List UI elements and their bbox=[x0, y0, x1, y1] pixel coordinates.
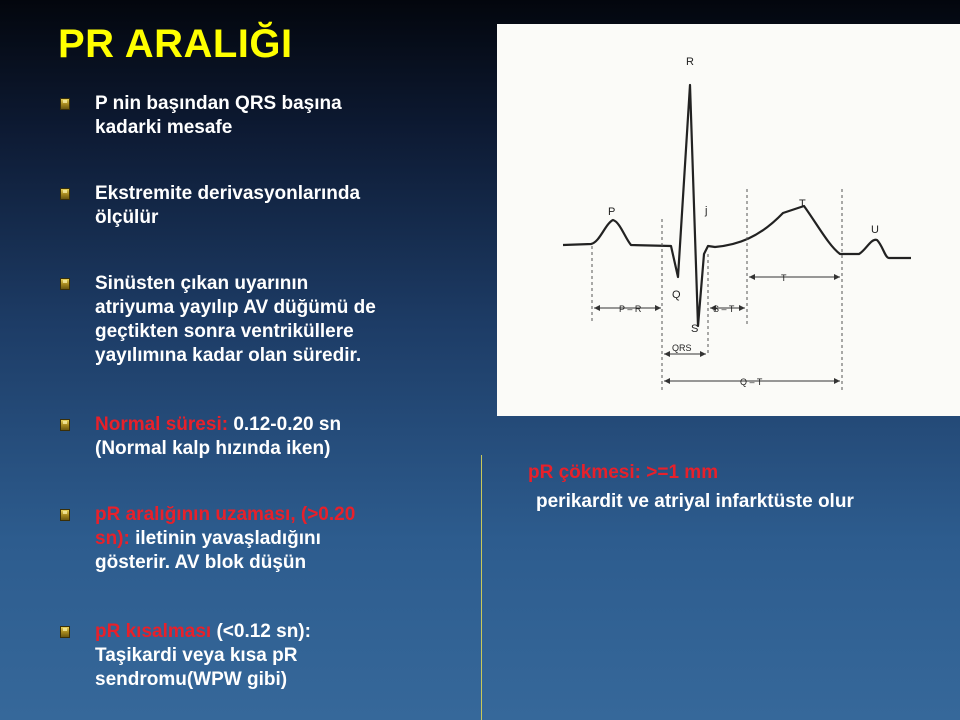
ecg-interval-qt: Q – T bbox=[740, 377, 763, 387]
prolongation-label: pR aralığının uzaması, (>0.20 bbox=[95, 504, 356, 525]
bullet-pr-shortening bbox=[60, 620, 460, 692]
bullet-line: kadarki mesafe bbox=[95, 117, 233, 138]
ecg-waveform-svg bbox=[497, 24, 960, 416]
ecg-interval-arrows bbox=[594, 277, 840, 381]
bullet-marker-icon bbox=[60, 419, 70, 431]
ecg-label-t: T bbox=[799, 198, 806, 210]
ecg-label-u: U bbox=[871, 224, 879, 236]
ecg-interval-pr: P – R bbox=[619, 304, 642, 314]
bullet-pr-definition bbox=[60, 92, 460, 140]
ecg-label-j: j bbox=[705, 205, 708, 217]
shortening-value: (<0.12 sn): bbox=[211, 621, 311, 642]
ecg-diagram bbox=[497, 24, 960, 416]
pr-depression-text: perikardit ve atriyal infarktüste olur bbox=[536, 491, 854, 512]
ecg-label-p: P bbox=[608, 206, 616, 218]
bullet-line: P nin başından QRS başına bbox=[95, 93, 342, 114]
bullet-line: (Normal kalp hızında iken) bbox=[95, 438, 331, 459]
prolongation-label-cont: sn): bbox=[95, 528, 130, 549]
ecg-label-s: S bbox=[691, 323, 699, 335]
ecg-arrowheads bbox=[594, 274, 840, 384]
shortening-label: pR kısalması bbox=[95, 621, 212, 642]
bullet-line: Sinüsten çıkan uyarının bbox=[95, 273, 309, 294]
ecg-interval-st: S – T bbox=[713, 304, 735, 314]
bullet-line: geçtikten sonra ventriküllere bbox=[95, 321, 354, 342]
normal-duration-label: Normal süresi: bbox=[95, 414, 229, 435]
bullet-measurement bbox=[60, 182, 460, 230]
normal-duration-value: 0.12-0.20 sn bbox=[228, 414, 342, 435]
ecg-label-q: Q bbox=[672, 289, 681, 301]
bullet-marker-icon bbox=[60, 278, 70, 290]
bullet-line: ölçülür bbox=[95, 207, 159, 228]
bullet-line: atriyuma yayılıp AV düğümü de bbox=[95, 297, 376, 318]
column-divider bbox=[481, 455, 482, 720]
ecg-interval-t: T bbox=[781, 273, 787, 283]
bullet-line: Ekstremite derivasyonlarında bbox=[95, 183, 361, 204]
bullet-physiology bbox=[60, 272, 460, 368]
bullet-normal-duration bbox=[60, 413, 460, 461]
bullet-line: iletinin yavaşladığını bbox=[129, 528, 321, 549]
bullet-marker-icon bbox=[60, 509, 70, 521]
bullet-line: Taşikardi veya kısa pR bbox=[95, 645, 298, 666]
bullet-line: sendromu(WPW gibi) bbox=[95, 669, 288, 690]
ecg-label-r: R bbox=[686, 56, 694, 68]
slide-title: PR ARALIĞI bbox=[58, 22, 293, 66]
bullet-marker-icon bbox=[60, 98, 70, 110]
bullet-line: gösterir. AV blok düşün bbox=[95, 552, 307, 573]
ecg-interval-qrs: QRS bbox=[672, 343, 692, 353]
bullet-marker-icon bbox=[60, 626, 70, 638]
bullet-pr-prolongation bbox=[60, 503, 460, 575]
bullet-marker-icon bbox=[60, 188, 70, 200]
ecg-guides bbox=[592, 189, 842, 392]
pr-depression-label: pR çökmesi: >=1 mm bbox=[528, 462, 719, 483]
bullet-line: yayılımına kadar olan süredir. bbox=[95, 345, 362, 366]
